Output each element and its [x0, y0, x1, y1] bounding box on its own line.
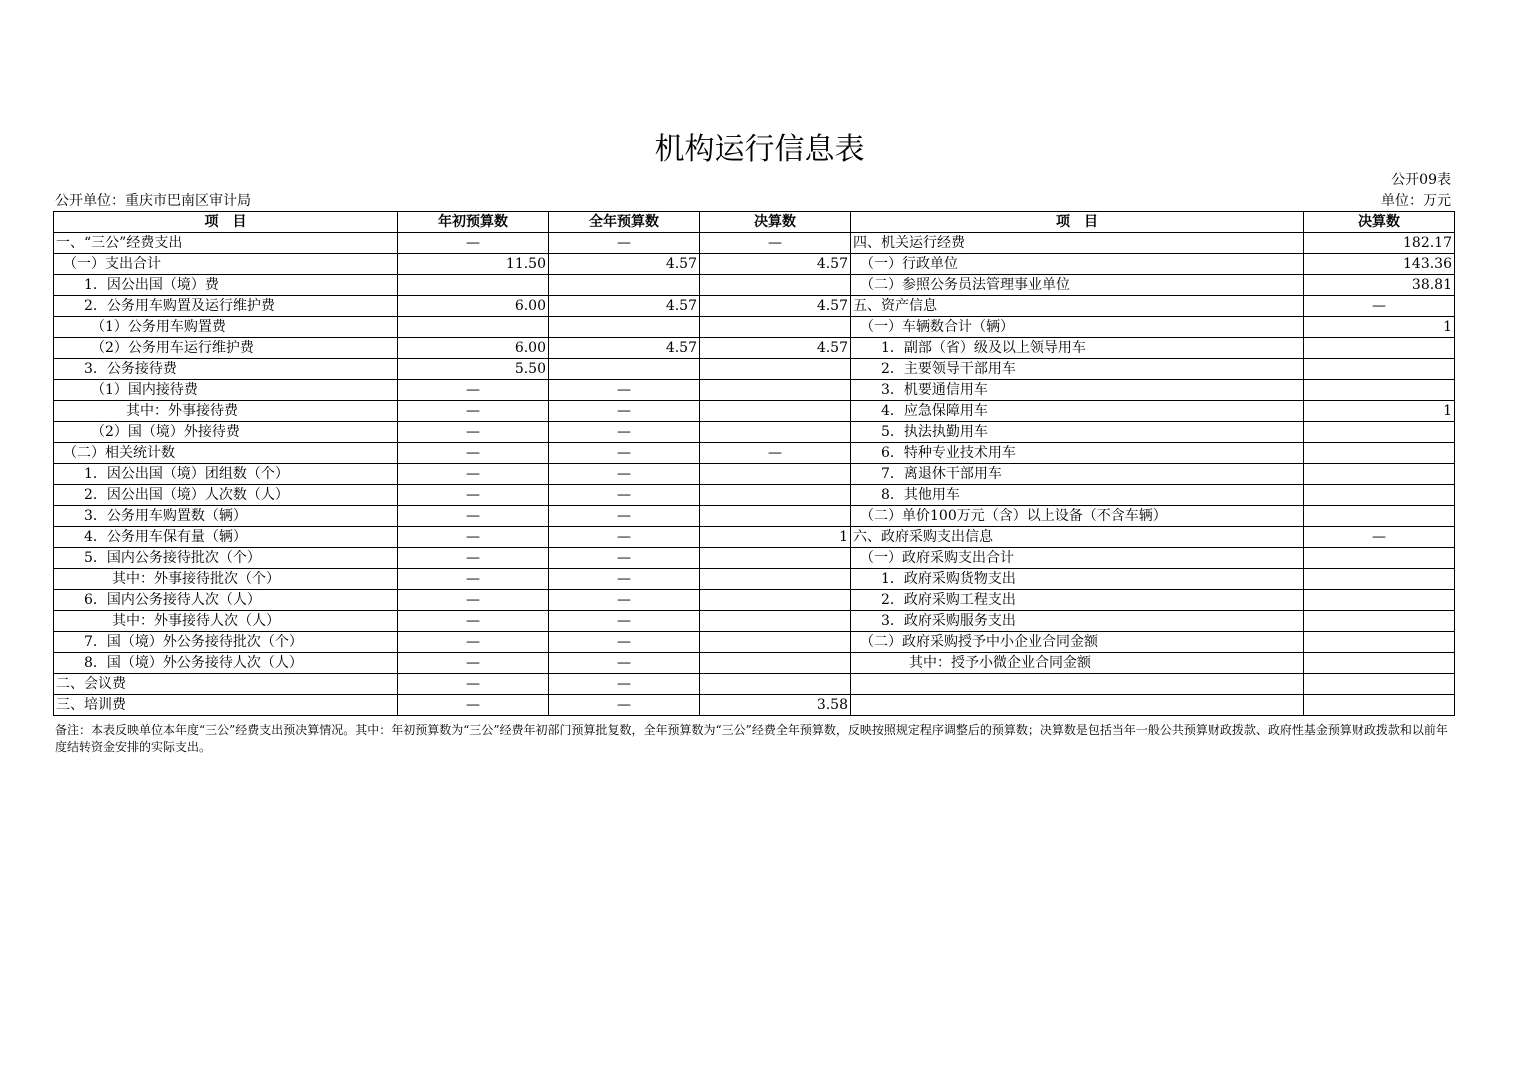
cell-annual-budget	[549, 359, 700, 380]
table-row	[54, 611, 1455, 632]
cell-item-right: 2．主要领导干部用车	[851, 359, 1304, 380]
cell-item-left: （一）支出合计	[54, 254, 398, 275]
cell-annual-budget: 4.57	[549, 254, 700, 275]
cell-item-right: （一）政府采购支出合计	[851, 548, 1304, 569]
cell-annual-budget: —	[549, 569, 700, 590]
cell-item-right: 六、政府采购支出信息	[851, 527, 1304, 548]
cell-final-right	[1304, 422, 1455, 443]
table-row	[54, 443, 1455, 464]
cell-final-right: —	[1304, 296, 1455, 317]
cell-final-left	[700, 590, 851, 611]
cell-item-right: 四、机关运行经费	[851, 233, 1304, 254]
cell-final-right	[1304, 674, 1455, 695]
cell-initial-budget: —	[398, 485, 549, 506]
cell-item-left: （2）公务用车运行维护费	[54, 338, 398, 359]
cell-item-right: （二）参照公务员法管理事业单位	[851, 275, 1304, 296]
cell-final-left	[700, 275, 851, 296]
cell-initial-budget: —	[398, 506, 549, 527]
cell-item-right: 2．政府采购工程支出	[851, 590, 1304, 611]
cell-final-left: 1	[700, 527, 851, 548]
cell-final-left: —	[700, 233, 851, 254]
cell-annual-budget: —	[549, 527, 700, 548]
table-row	[54, 401, 1455, 422]
header-final-right: 决算数	[1304, 212, 1455, 233]
cell-initial-budget: —	[398, 464, 549, 485]
cell-final-left: 4.57	[700, 254, 851, 275]
cell-final-left	[700, 674, 851, 695]
cell-item-right: 8．其他用车	[851, 485, 1304, 506]
cell-initial-budget: 6.00	[398, 338, 549, 359]
cell-item-right: 五、资产信息	[851, 296, 1304, 317]
cell-item-left: 1．因公出国（境）团组数（个）	[54, 464, 398, 485]
cell-final-left	[700, 611, 851, 632]
cell-final-right: 38.81	[1304, 275, 1455, 296]
cell-initial-budget: —	[398, 443, 549, 464]
cell-item-right: 1．副部（省）级及以上领导用车	[851, 338, 1304, 359]
cell-annual-budget: —	[549, 401, 700, 422]
table-row	[54, 464, 1455, 485]
cell-annual-budget: —	[549, 464, 700, 485]
cell-annual-budget: —	[549, 233, 700, 254]
cell-final-left: 4.57	[700, 338, 851, 359]
cell-item-left: 7．国（境）外公务接待批次（个）	[54, 632, 398, 653]
table-row	[54, 338, 1455, 359]
cell-item-right: 3．机要通信用车	[851, 380, 1304, 401]
info-table	[53, 211, 1455, 716]
cell-final-right	[1304, 359, 1455, 380]
header-item-right: 项 目	[851, 212, 1304, 233]
header-annual-budget: 全年预算数	[549, 212, 700, 233]
cell-final-left	[700, 359, 851, 380]
table-row	[54, 569, 1455, 590]
cell-item-left: 3．公务用车购置数（辆）	[54, 506, 398, 527]
table-header-row	[54, 212, 1455, 233]
cell-initial-budget: —	[398, 611, 549, 632]
cell-final-right	[1304, 548, 1455, 569]
cell-final-left	[700, 401, 851, 422]
cell-final-left	[700, 464, 851, 485]
table-row	[54, 422, 1455, 443]
cell-item-left: 2．公务用车购置及运行维护费	[54, 296, 398, 317]
cell-final-right: 143.36	[1304, 254, 1455, 275]
cell-item-left: 三、培训费	[54, 695, 398, 716]
cell-final-left: 4.57	[700, 296, 851, 317]
table-note: 备注：本表反映单位本年度“三公”经费支出预决算情况。其中：年初预算数为“三公”经费年初部门预算批复数，全年预算数为“三公”经费全年预算数，反映按照规定程序调整后的预算数；决算数是包括当年一般公共预算财政拨款、政府性基金预算财政拨款和以前年度结转资金安排的实际支出。	[55, 723, 1448, 754]
cell-final-right	[1304, 464, 1455, 485]
cell-item-right: （一）行政单位	[851, 254, 1304, 275]
cell-final-right	[1304, 632, 1455, 653]
cell-item-left: （1）公务用车购置费	[54, 317, 398, 338]
cell-final-left	[700, 653, 851, 674]
cell-final-right	[1304, 380, 1455, 401]
cell-item-left: 8．国（境）外公务接待人次（人）	[54, 653, 398, 674]
table-row	[54, 527, 1455, 548]
cell-item-right: （二）政府采购授予中小企业合同金额	[851, 632, 1304, 653]
cell-initial-budget: —	[398, 653, 549, 674]
cell-final-left	[700, 317, 851, 338]
cell-item-left: 一、“三公”经费支出	[54, 233, 398, 254]
cell-item-right: （二）单价100万元（含）以上设备（不含车辆）	[851, 506, 1304, 527]
cell-annual-budget: —	[549, 422, 700, 443]
cell-final-left	[700, 569, 851, 590]
cell-final-right	[1304, 338, 1455, 359]
table-row	[54, 506, 1455, 527]
cell-final-left: 3.58	[700, 695, 851, 716]
cell-initial-budget: —	[398, 632, 549, 653]
cell-item-left: 1．因公出国（境）费	[54, 275, 398, 296]
cell-final-right	[1304, 506, 1455, 527]
cell-annual-budget: —	[549, 674, 700, 695]
table-row	[54, 254, 1455, 275]
cell-final-right: —	[1304, 527, 1455, 548]
cell-initial-budget: —	[398, 674, 549, 695]
cell-item-right	[851, 674, 1304, 695]
cell-item-left: （2）国（境）外接待费	[54, 422, 398, 443]
header-final-left: 决算数	[700, 212, 851, 233]
cell-item-left: 其中：外事接待人次（人）	[54, 611, 398, 632]
cell-final-left	[700, 506, 851, 527]
cell-final-right	[1304, 695, 1455, 716]
cell-initial-budget: —	[398, 695, 549, 716]
table-row	[54, 548, 1455, 569]
table-row	[54, 275, 1455, 296]
table-row	[54, 296, 1455, 317]
cell-annual-budget: —	[549, 548, 700, 569]
cell-final-right: 1	[1304, 317, 1455, 338]
page-title: 机构运行信息表	[654, 132, 865, 167]
table-row	[54, 233, 1455, 254]
cell-item-left: 5．国内公务接待批次（个）	[54, 548, 398, 569]
cell-item-left: 6．国内公务接待人次（人）	[54, 590, 398, 611]
table-row	[54, 485, 1455, 506]
table-row	[54, 317, 1455, 338]
header-item-left: 项 目	[54, 212, 398, 233]
cell-initial-budget: —	[398, 233, 549, 254]
cell-item-right	[851, 695, 1304, 716]
cell-final-left	[700, 380, 851, 401]
cell-initial-budget: —	[398, 548, 549, 569]
form-code: 公开09表	[1391, 172, 1451, 188]
cell-item-right: 6．特种专业技术用车	[851, 443, 1304, 464]
cell-item-right: 1．政府采购货物支出	[851, 569, 1304, 590]
cell-item-left: 3．公务接待费	[54, 359, 398, 380]
cell-final-left	[700, 485, 851, 506]
cell-item-right: 4．应急保障用车	[851, 401, 1304, 422]
cell-item-right: 7．离退休干部用车	[851, 464, 1304, 485]
cell-initial-budget: —	[398, 527, 549, 548]
cell-initial-budget: —	[398, 401, 549, 422]
cell-annual-budget: 4.57	[549, 338, 700, 359]
cell-item-left: （二）相关统计数	[54, 443, 398, 464]
cell-final-right	[1304, 611, 1455, 632]
cell-final-left	[700, 632, 851, 653]
cell-item-left: 2．因公出国（境）人次数（人）	[54, 485, 398, 506]
cell-annual-budget: —	[549, 443, 700, 464]
cell-item-right: 3．政府采购服务支出	[851, 611, 1304, 632]
header-initial-budget: 年初预算数	[398, 212, 549, 233]
cell-annual-budget: —	[549, 485, 700, 506]
cell-final-right: 182.17	[1304, 233, 1455, 254]
table-row	[54, 590, 1455, 611]
cell-final-right	[1304, 443, 1455, 464]
cell-item-left: 4．公务用车保有量（辆）	[54, 527, 398, 548]
cell-annual-budget: —	[549, 380, 700, 401]
cell-annual-budget	[549, 317, 700, 338]
cell-item-right: （一）车辆数合计（辆）	[851, 317, 1304, 338]
cell-initial-budget: 6.00	[398, 296, 549, 317]
cell-initial-budget: 11.50	[398, 254, 549, 275]
cell-item-left: 其中：外事接待费	[54, 401, 398, 422]
cell-final-right	[1304, 653, 1455, 674]
cell-initial-budget	[398, 275, 549, 296]
cell-item-right: 其中：授予小微企业合同金额	[851, 653, 1304, 674]
table-row	[54, 632, 1455, 653]
cell-initial-budget: —	[398, 422, 549, 443]
cell-annual-budget: 4.57	[549, 296, 700, 317]
cell-initial-budget: —	[398, 569, 549, 590]
cell-annual-budget: —	[549, 695, 700, 716]
cell-item-right: 5．执法执勤用车	[851, 422, 1304, 443]
money-unit: 单位：万元	[1381, 193, 1451, 209]
cell-initial-budget	[398, 317, 549, 338]
cell-final-left	[700, 422, 851, 443]
cell-annual-budget: —	[549, 611, 700, 632]
table-row	[54, 653, 1455, 674]
cell-initial-budget: —	[398, 380, 549, 401]
cell-final-right	[1304, 590, 1455, 611]
cell-final-left: —	[700, 443, 851, 464]
cell-annual-budget: —	[549, 632, 700, 653]
table-row	[54, 380, 1455, 401]
cell-initial-budget: —	[398, 590, 549, 611]
cell-item-left: 其中：外事接待批次（个）	[54, 569, 398, 590]
cell-annual-budget: —	[549, 653, 700, 674]
table-row	[54, 359, 1455, 380]
cell-final-right	[1304, 485, 1455, 506]
cell-initial-budget: 5.50	[398, 359, 549, 380]
cell-annual-budget: —	[549, 590, 700, 611]
cell-annual-budget: —	[549, 506, 700, 527]
cell-final-right: 1	[1304, 401, 1455, 422]
table-body	[54, 233, 1455, 716]
cell-annual-budget	[549, 275, 700, 296]
cell-final-right	[1304, 569, 1455, 590]
table-row	[54, 695, 1455, 716]
publishing-unit: 公开单位：重庆市巴南区审计局	[55, 193, 251, 209]
cell-item-left: 二、会议费	[54, 674, 398, 695]
cell-item-left: （1）国内接待费	[54, 380, 398, 401]
table-row	[54, 674, 1455, 695]
cell-final-left	[700, 548, 851, 569]
